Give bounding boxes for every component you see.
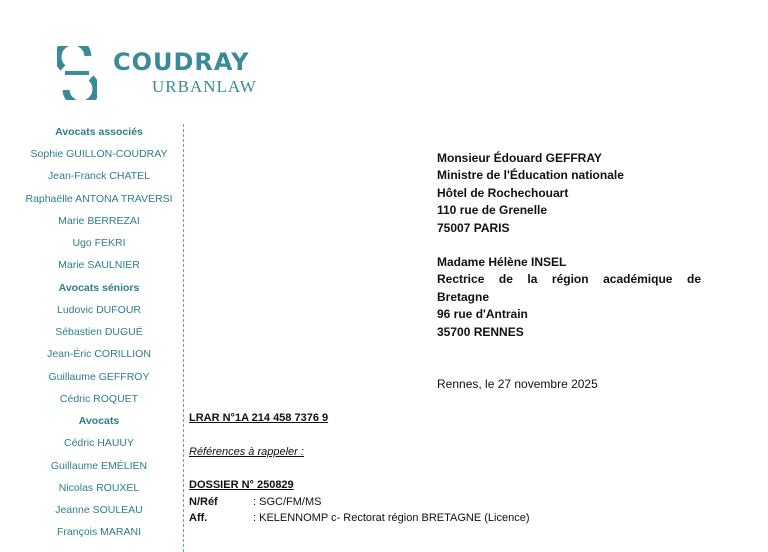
lawyer-name: François MARANI (56, 526, 141, 539)
lawyer-name: Ugo FEKRI (72, 237, 126, 250)
recipient-line: Rectrice de la région académique de (437, 272, 701, 287)
lawyer-name: Raphaëlle ANTONA TRAVERSI (25, 192, 173, 205)
coudray-logo-icon (57, 46, 97, 100)
lawyer-name: Nicolas ROUXEL (58, 481, 140, 494)
logo-subtitle: URBANLAW (152, 77, 257, 96)
nref-row (189, 496, 321, 508)
firm-logo (57, 46, 277, 102)
lawyer-name: Sophie GUILLON-COUDRAY (30, 148, 168, 160)
lawyer-name: Jeanne SOULEAU (55, 504, 143, 517)
letter-date: Rennes, le 27 novembre 2025 (437, 377, 598, 391)
lawyer-name: Marie SAULNIER (58, 259, 140, 272)
group-title-associes: Avocats associés (55, 126, 143, 138)
recipient-address-block (437, 150, 701, 341)
lawyers-sidebar (20, 124, 178, 547)
recipient-line: 96 rue d'Antrain (437, 307, 528, 322)
recipient-line: 35700 RENNES (437, 324, 524, 339)
references-label: Références à rappeler : (189, 446, 304, 458)
nref-key: N/Réf (189, 496, 218, 508)
lawyer-name: Cédric HAUUY (63, 437, 134, 450)
lawyer-name: Cédric ROQUET (59, 392, 139, 405)
aff-key: Aff. (189, 512, 208, 524)
group-title-avocats: Avocats (78, 415, 120, 428)
dossier-number: DOSSIER N° 250829 (189, 479, 294, 491)
logo-name: COUDRAY (113, 48, 250, 76)
recipient-line: 75007 PARIS (437, 220, 510, 235)
recipient-line: Madame Hélène INSEL (437, 255, 567, 270)
nref-value: : SGC/FM/MS (253, 496, 322, 508)
lrar-number: LRAR N°1A 214 458 7376 9 (189, 412, 329, 424)
recipient-line: Ministre de l'Éducation nationale (437, 168, 624, 183)
lawyer-name: Sébastien DUGUÉ (55, 326, 143, 339)
recipient-line: Monsieur Édouard GEFFRAY (437, 151, 602, 165)
lawyer-name: Ludovic DUFOUR (56, 303, 142, 316)
recipient-line: Hôtel de Rochechouart (437, 185, 569, 200)
lawyer-name: Jean-Franck CHATEL (48, 170, 150, 183)
lawyer-name: Guillaume GEFFROY (48, 370, 150, 383)
recipient-line: Bretagne (437, 289, 490, 304)
lawyer-name: Marie BERREZAI (58, 214, 140, 227)
group-title-seniors: Avocats séniors (58, 281, 140, 294)
recipient-line: 110 rue de Grenelle (437, 203, 548, 218)
aff-value: : KELENNOMP c- Rectorat région BRETAGNE (Licence) (253, 512, 530, 524)
aff-row (189, 512, 530, 524)
lawyer-name: Guillaume EMÉLIEN (50, 459, 148, 472)
sidebar-divider (183, 124, 184, 552)
lawyer-name: Jean-Éric CORILLION (47, 348, 151, 361)
